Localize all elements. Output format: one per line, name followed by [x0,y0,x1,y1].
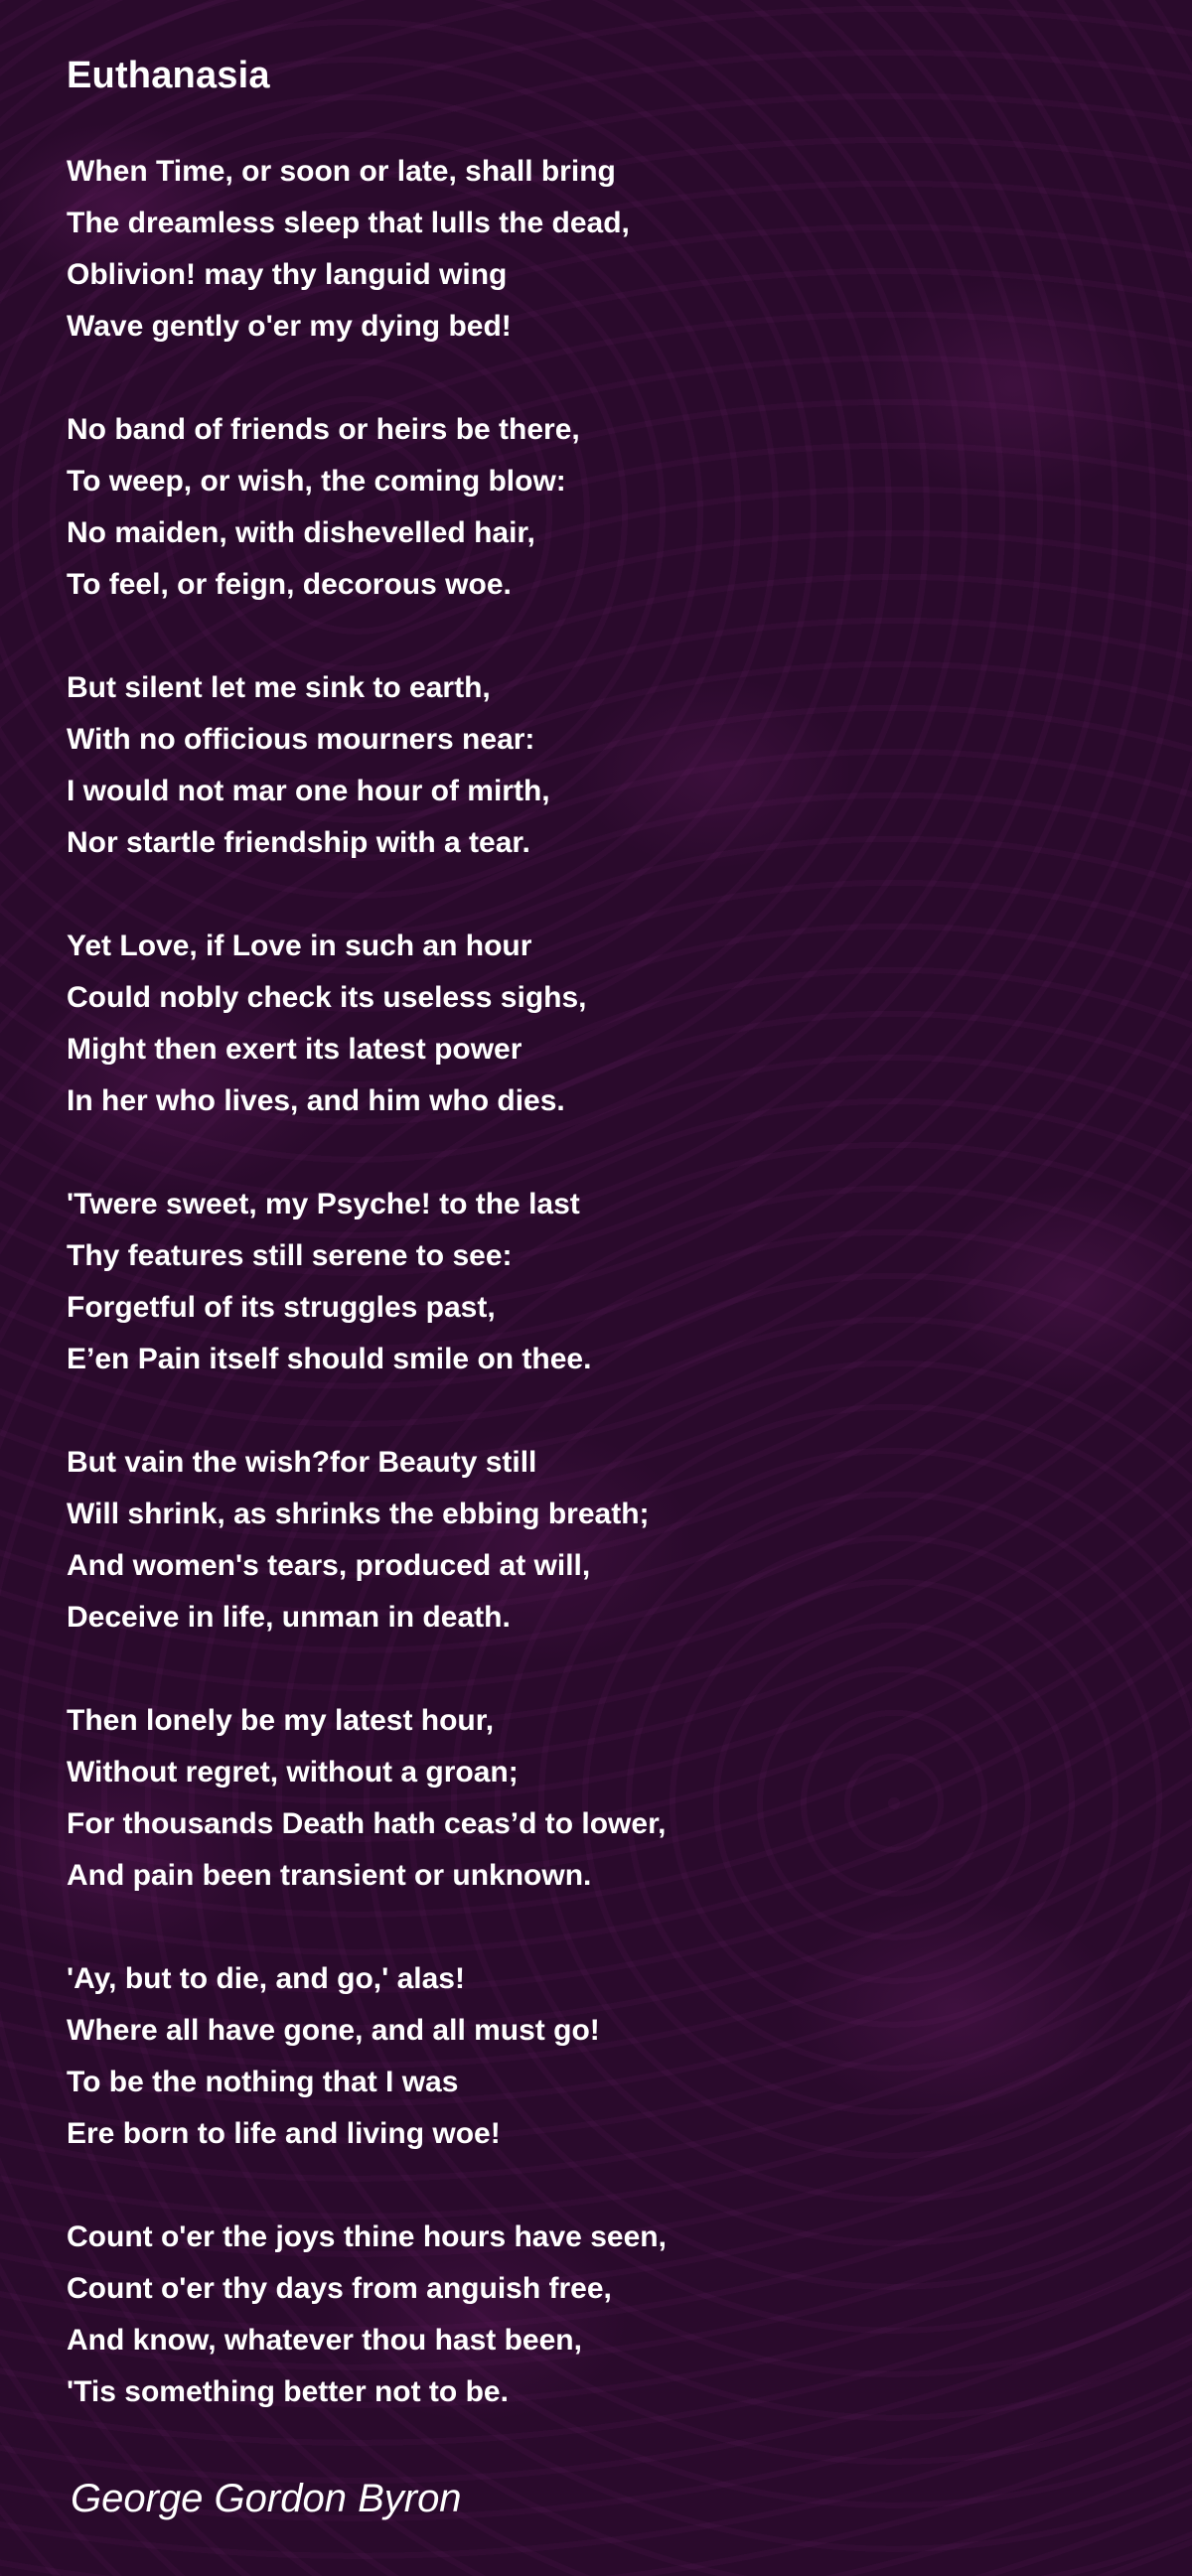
stanza-1 [67,146,1139,353]
stanza-6 [67,1437,1139,1644]
poem-line: Yet Love, if Love in such an hour [67,930,532,962]
poem-line: But vain the wish?for Beauty still [67,1446,537,1479]
stanza-8 [67,1953,1139,2160]
poem-line: I would not mar one hour of mirth, [67,775,550,807]
poem-line: Deceive in life, unman in death. [67,1601,511,1634]
poem-line: Could nobly check its useless sighs, [67,981,587,1014]
stanza-7 [67,1695,1139,1902]
poem-line: When Time, or soon or late, shall bring [67,155,616,188]
stanza-2 [67,404,1139,611]
poem-line: Thy features still serene to see: [67,1239,513,1272]
poem-line: For thousands Death hath ceas’d to lower, [67,1807,667,1840]
poem-line: E’en Pain itself should smile on thee. [67,1343,592,1375]
poem-line: To weep, or wish, the coming blow: [67,465,566,498]
poem-line: And know, whatever thou hast been, [67,2324,582,2357]
poem-line: To be the nothing that I was [67,2066,459,2098]
poem-line: Count o'er the joys thine hours have seen, [67,2220,667,2253]
poem-line: In her who lives, and him who dies. [67,1084,565,1117]
poem-line: Wave gently o'er my dying bed! [67,310,512,343]
poem-author: George Gordon Byron [71,2477,462,2520]
poem-line: The dreamless sleep that lulls the dead, [67,207,630,239]
poem-title: Euthanasia [67,55,270,96]
poem-line: No maiden, with dishevelled hair, [67,516,535,549]
poem-line: Then lonely be my latest hour, [67,1704,495,1737]
poem-line: 'Tis something better not to be. [67,2375,509,2408]
poem-line: Without regret, without a groan; [67,1756,519,1789]
stanza-9 [67,2212,1139,2418]
poem-line: Ere born to life and living woe! [67,2117,501,2150]
poem-line: No band of friends or heirs be there, [67,413,580,446]
poem-line: Nor startle friendship with a tear. [67,826,530,859]
stanza-4 [67,921,1139,1127]
poem-line: To feel, or feign, decorous woe. [67,568,512,601]
poem-line: Count o'er thy days from anguish free, [67,2272,612,2305]
poem-line: Where all have gone, and all must go! [67,2014,600,2047]
poem-line: With no officious mourners near: [67,723,535,756]
stanza-5 [67,1179,1139,1385]
poem-line: Will shrink, as shrinks the ebbing breath; [67,1498,650,1530]
poem-line: Oblivion! may thy languid wing [67,258,508,291]
poem-line: Might then exert its latest power [67,1033,522,1066]
stanza-3 [67,662,1139,869]
poem-line: And women's tears, produced at will, [67,1549,591,1582]
poem-line: But silent let me sink to earth, [67,671,491,704]
poem-line: Forgetful of its struggles past, [67,1291,496,1324]
poem-line: And pain been transient or unknown. [67,1859,592,1892]
poem-line: 'Ay, but to die, and go,' alas! [67,1962,465,1995]
poem-line: 'Twere sweet, my Psyche! to the last [67,1188,580,1220]
poem-container [67,50,1139,2470]
